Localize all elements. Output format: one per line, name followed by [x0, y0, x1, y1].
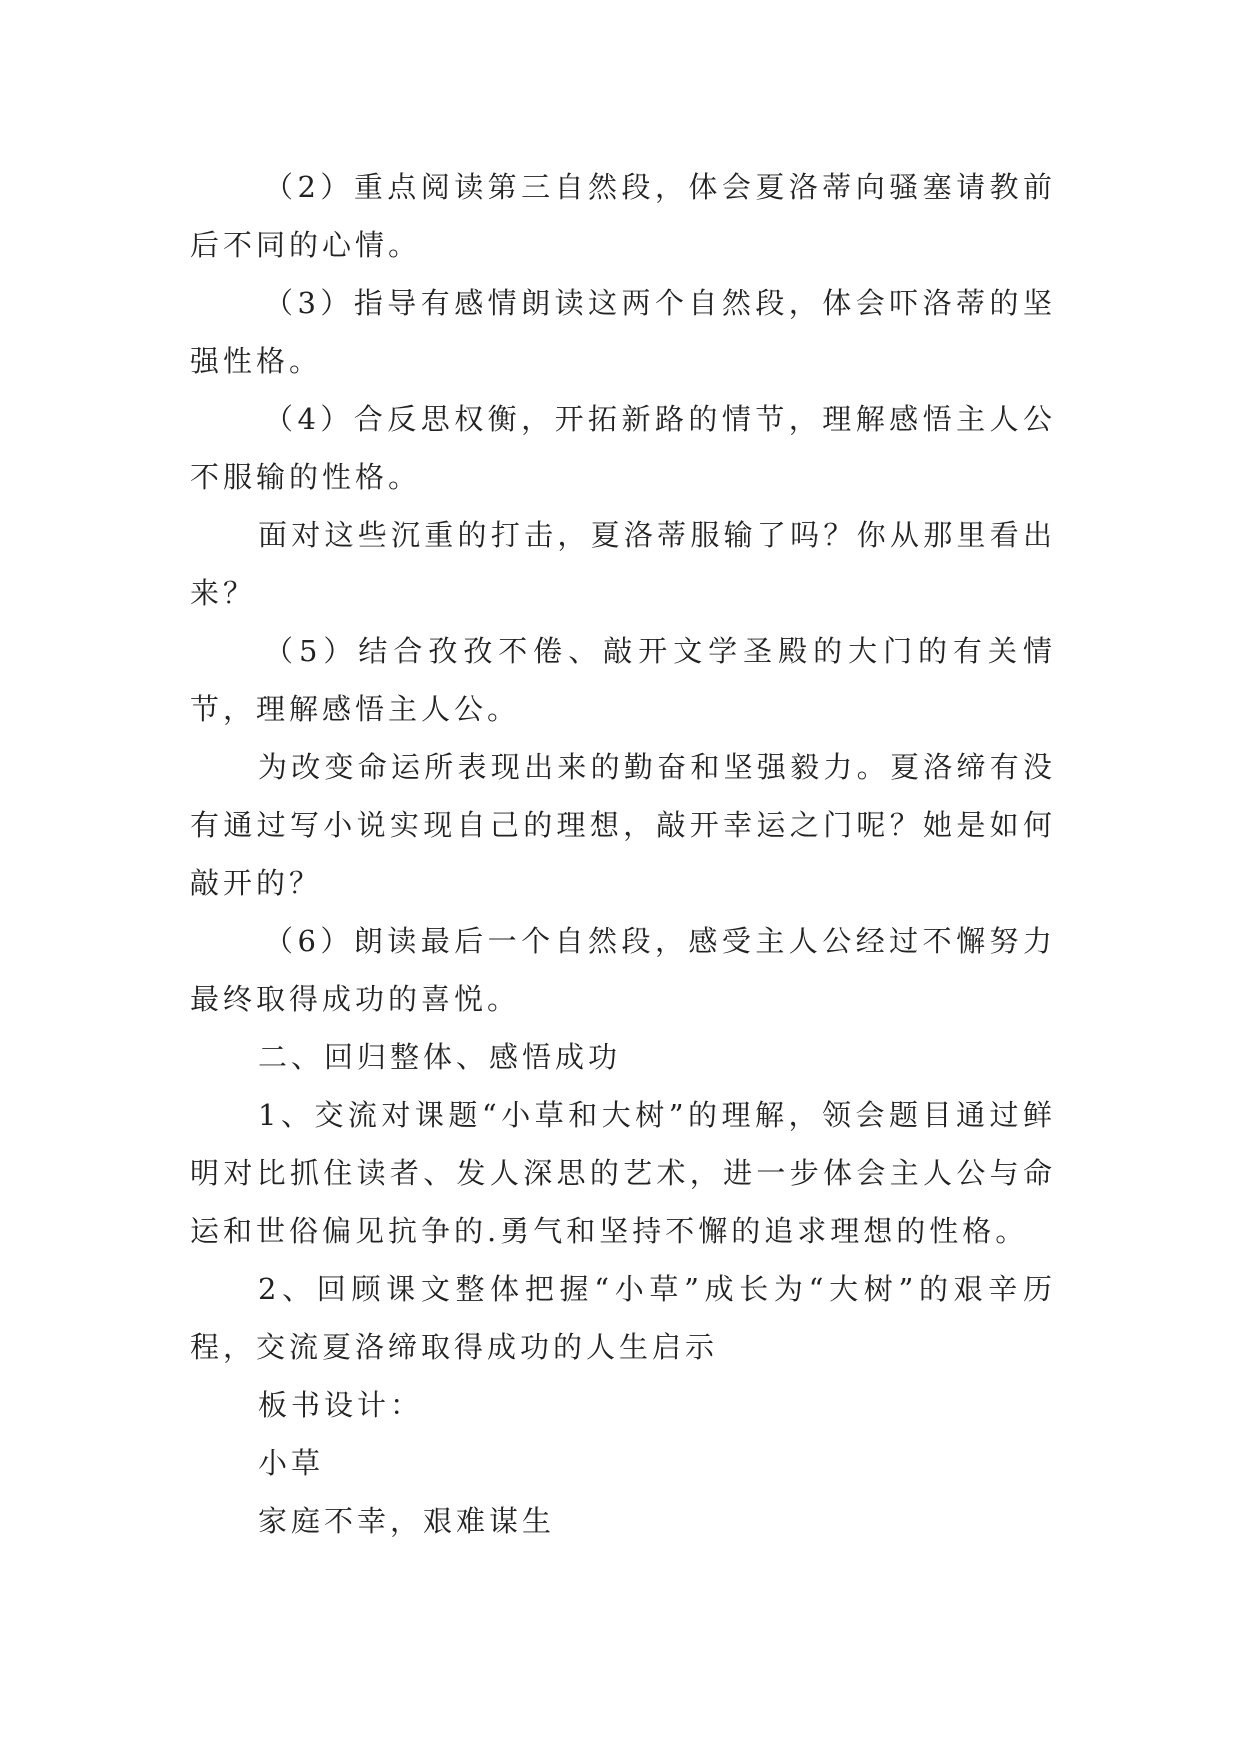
paragraph-item-2: 2、回顾课文整体把握“小草”成长为“大树”的艰辛历程，交流夏洛缔取得成功的人生启示	[190, 1272, 1056, 1364]
paragraph-step-4: （4）合反思权衡，开拓新路的情节，理解感悟主人公不服输的性格。	[190, 402, 1056, 494]
paragraph-question-1: 面对这些沉重的打击，夏洛蒂服输了吗？你从那里看出来？	[190, 518, 1056, 610]
paragraph-step-3: （3）指导有感情朗读这两个自然段，体会吓洛蒂的坚强性格。	[190, 286, 1056, 378]
paragraph-step-5: （5）结合孜孜不倦、敲开文学圣殿的大门的有关情节，理解感悟主人公。	[190, 634, 1056, 726]
section-heading: 二、回归整体、感悟成功	[258, 1040, 622, 1074]
paragraph-step-2: （2）重点阅读第三自然段，体会夏洛蒂向骚塞请教前后不同的心情。	[190, 170, 1056, 262]
document-body	[190, 158, 1056, 1550]
paragraph-item-1: 1、交流对课题“小草和大树”的理解，领会题目通过鲜明对比抓住读者、发人深思的艺术，进一步体会主人公与命运和世俗偏见抗争的.勇气和坚持不懈的追求理想的性格。	[190, 1098, 1056, 1248]
board-design-label: 板书设计：	[258, 1388, 424, 1422]
board-design-line-1: 小草	[258, 1446, 325, 1480]
board-design-line-2: 家庭不幸，艰难谋生	[258, 1504, 556, 1538]
paragraph-step-6: （6）朗读最后一个自然段，感受主人公经过不懈努力最终取得成功的喜悦。	[190, 924, 1056, 1016]
paragraph-question-2: 为改变命运所表现出来的勤奋和坚强毅力。夏洛缔有没有通过写小说实现自己的理想，敲开幸运之门呢？她是如何敲开的？	[190, 750, 1056, 900]
